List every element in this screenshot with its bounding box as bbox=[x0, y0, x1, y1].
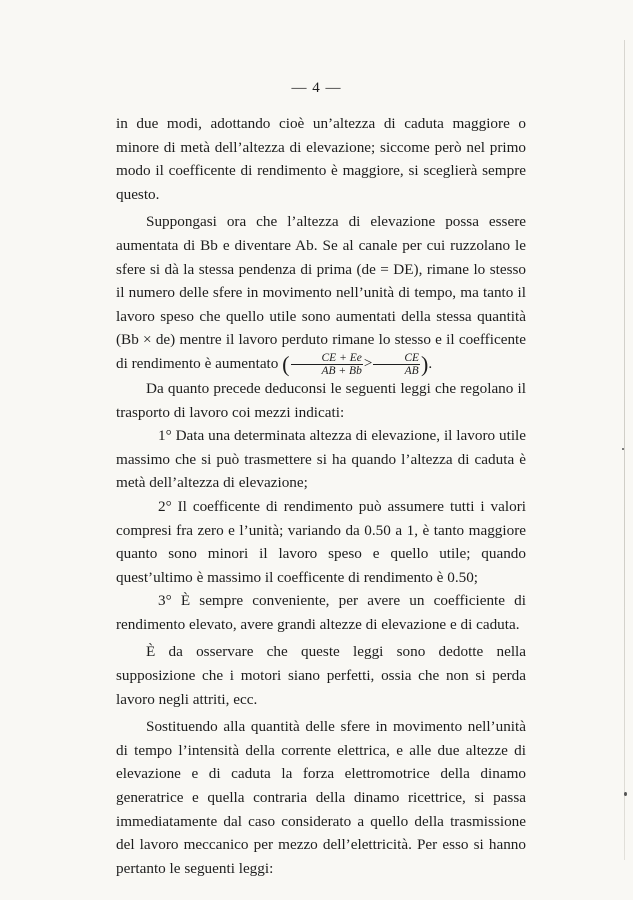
paragraph-da-quanto: Da quanto precede deduconsi le seguenti leggi che regolano il trasporto di lavoro coi mezzi indicati: bbox=[116, 379, 526, 421]
paragraph-osservare: È da osservare che queste leggi sono dedotte nella supposizione che i motori siano perfetti, ossia che non si perda lavoro negli attriti, ecc. bbox=[116, 643, 526, 708]
formula-right-numerator: CE bbox=[373, 352, 420, 365]
page-edge-line bbox=[624, 40, 625, 860]
formula-open-paren: ( bbox=[282, 351, 290, 377]
paragraph-suppongasi bbox=[116, 210, 526, 377]
formula-right-denominator: AB bbox=[404, 364, 419, 377]
scan-speck bbox=[622, 448, 624, 450]
formula-left-denominator: AB + Bb bbox=[321, 364, 362, 377]
formula-close-paren: ) bbox=[421, 351, 429, 377]
formula-relation: > bbox=[363, 355, 373, 372]
formula-end: . bbox=[428, 354, 433, 372]
paragraph-text: Suppongasi ora che l’altezza di elevazione possa essere aumentata di Bb e diventare Ab. Se al canale per cui ruzzolano le sfere si dà la stessa pendenza di prima (de = DE), rimane lo stesso il numero delle sfere in movimento nell’unità di tempo, ma tanto il lavoro speso che quello utile sono aumentati della stessa quantità (Bb × de) mentre il lavoro perduto rimane lo stesso e il coefficente di rendimento è aumentato bbox=[116, 213, 526, 372]
formula-left-fraction bbox=[291, 352, 363, 377]
law-3: 3° È sempre conveniente, per avere un coefficiente di rendimento elevato, avere grandi altezze di elevazione e di caduta. bbox=[116, 592, 526, 633]
body-text bbox=[116, 112, 526, 880]
formula-right-fraction bbox=[373, 352, 420, 377]
law-1: 1° Data una determinata altezza di elevazione, il lavoro utile massimo che si può trasmettere si ha quando l’altezza di caduta è metà dell’altezza di elevazione; bbox=[116, 427, 526, 492]
paragraph-sostituendo: Sostituendo alla quantità delle sfere in movimento nell’unità di tempo l’intensità della corrente elettrica, e alle due altezze di elevazione e di caduta la forza elettromotrice della dinamo generatrice e quella contraria della dinamo ricettrice, si passa immediatamente dal caso considerato a quello della trasmissione del lavoro meccanico per mezzo dell’elettricità. Per esso si hanno pertanto le seguenti leggi: bbox=[116, 718, 526, 877]
formula-left-numerator: CE + Ee bbox=[291, 352, 363, 365]
page-number: — 4 — bbox=[291, 80, 342, 96]
scan-speck bbox=[624, 792, 627, 796]
paragraph-continued: in due modi, adottando cioè un’altezza di caduta maggiore o minore di metà dell’altezza di elevazione; siccome però nel primo modo il coefficente di rendimento è maggiore, si sceglierà sempre questo. bbox=[116, 115, 526, 203]
law-2: 2° Il coefficente di rendimento può assumere tutti i valori compresi fra zero e l’unità; variando da 0.50 a 1, è tanto maggiore quanto sono minori il lavoro speso e quello utile; quando quest’ultimo è massimo il coefficente di rendimento è 0.50; bbox=[116, 497, 526, 586]
